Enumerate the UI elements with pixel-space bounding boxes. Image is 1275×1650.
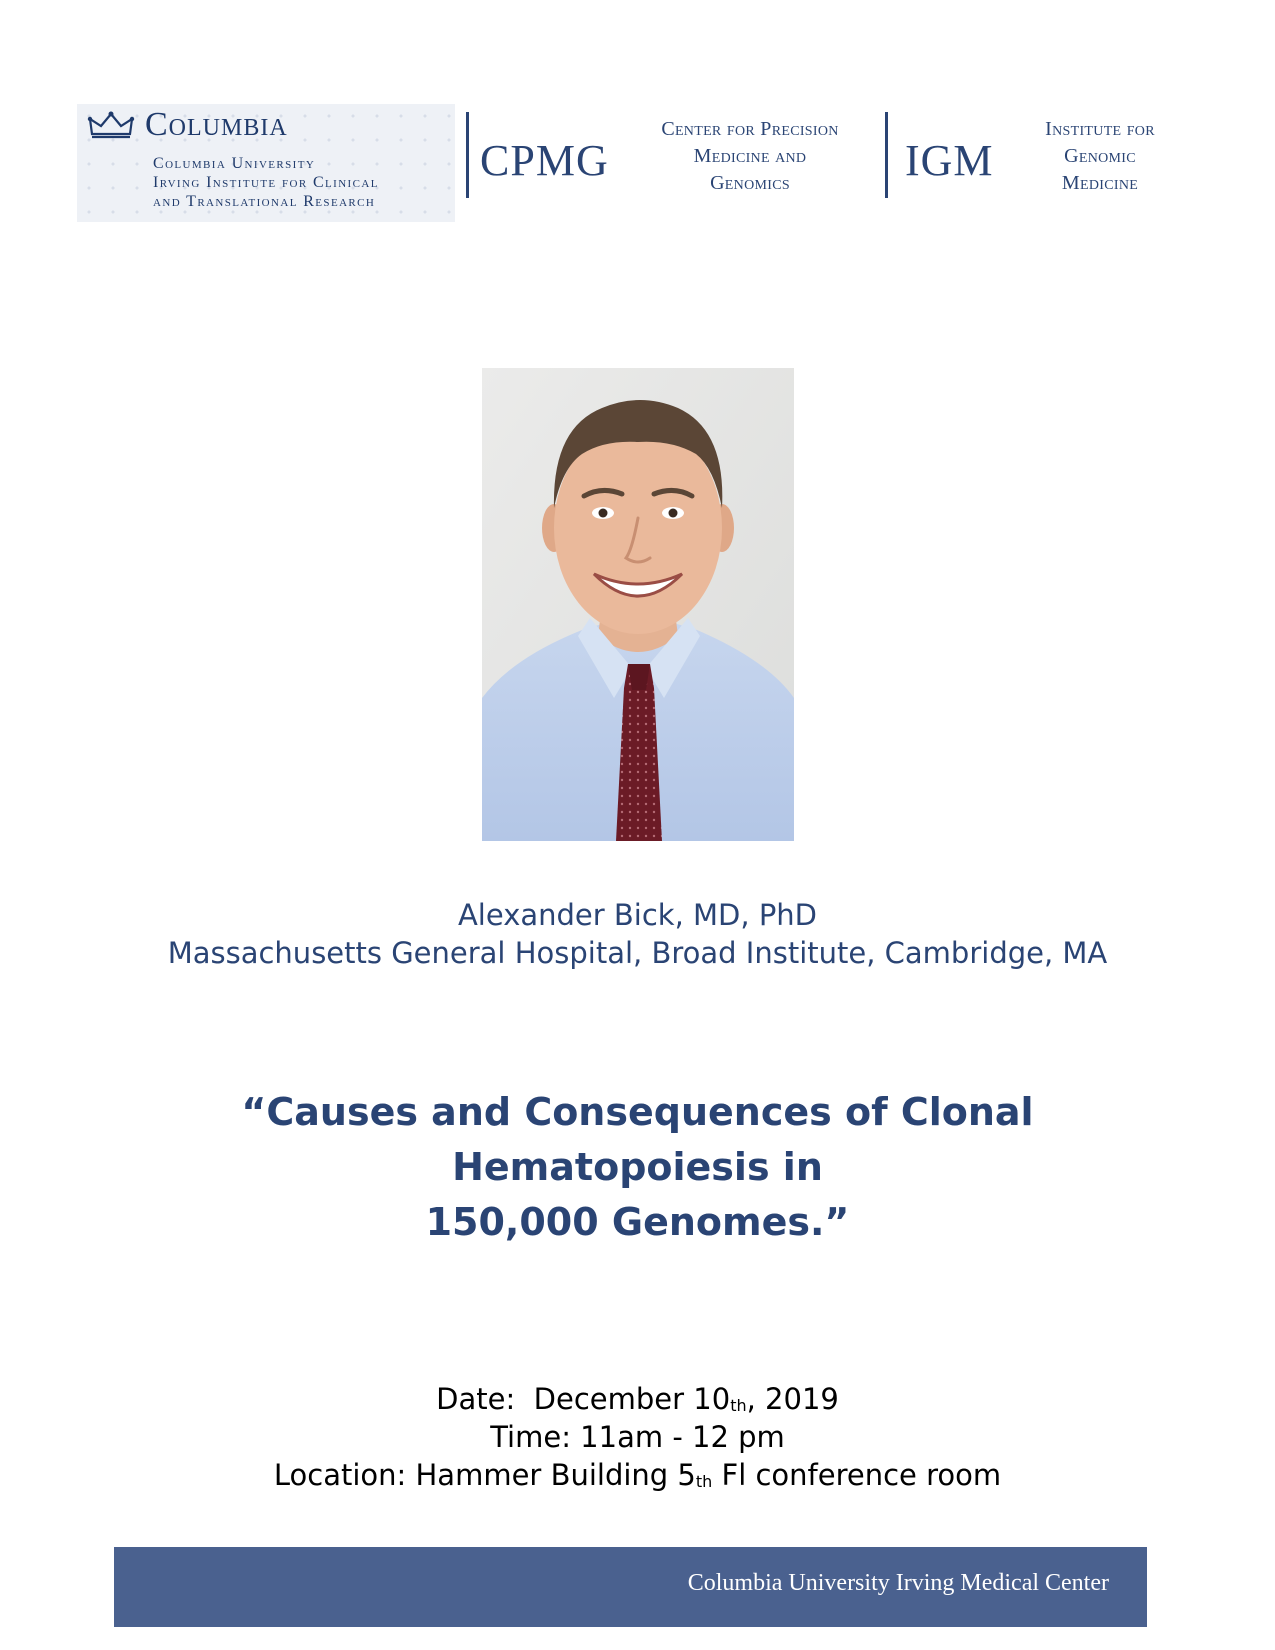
cpmg-name-line-2: Medicine and (693, 145, 807, 167)
talk-title-line-2: 150,000 Genomes.” (425, 1200, 850, 1244)
date-value-main: December 10 (533, 1382, 731, 1416)
date-label: Date: (436, 1382, 516, 1416)
location-ordinal-suffix: th (695, 1472, 713, 1491)
location-main: Location: Hammer Building 5 (273, 1458, 696, 1492)
speaker-affiliation: Massachusetts General Hospital, Broad Institute, Cambridge, MA (167, 936, 1108, 970)
igm-abbreviation: IGM (905, 136, 994, 185)
header-divider-2 (885, 112, 888, 198)
cpmg-full-name (625, 116, 875, 197)
cpmg-abbreviation: CPMG (480, 136, 609, 185)
location-rest: Fl conference room (712, 1458, 1002, 1492)
talk-title (90, 1085, 1185, 1250)
event-time: Time: 11am - 12 pm (490, 1420, 785, 1454)
footer-bar (114, 1547, 1147, 1627)
columbia-wordmark: Columbia (145, 106, 288, 143)
event-location (0, 1458, 1275, 1492)
igm-name-line-2: Genomic (1064, 145, 1136, 167)
date-value-year: , 2019 (746, 1382, 839, 1416)
speaker-name: Alexander Bick, MD, PhD (457, 898, 818, 932)
igm-name-line-1: Institute for (1045, 118, 1155, 140)
crown-icon (87, 110, 135, 140)
columbia-irving-logo (77, 104, 455, 222)
cpmg-name-line-3: Genomics (710, 172, 790, 194)
igm-full-name (1010, 116, 1190, 197)
irving-line-1: Columbia University (153, 155, 316, 172)
talk-title-line-1: “Causes and Consequences of Clonal Hematopoiesis in (241, 1090, 1034, 1189)
speaker-portrait-illustration (482, 368, 794, 841)
igm-name-line-3: Medicine (1061, 172, 1139, 194)
irving-line-3: and Translational Research (153, 193, 376, 210)
header-divider-1 (466, 112, 469, 198)
footer-text: Columbia University Irving Medical Center (687, 1570, 1109, 1596)
irving-institute-name (153, 154, 379, 211)
irving-line-2: Irving Institute for Clinical (153, 174, 379, 191)
speaker-photo (482, 368, 794, 841)
cpmg-name-line-1: Center for Precision (661, 118, 839, 140)
event-date (0, 1382, 1275, 1416)
date-ordinal-suffix: th (730, 1396, 747, 1415)
